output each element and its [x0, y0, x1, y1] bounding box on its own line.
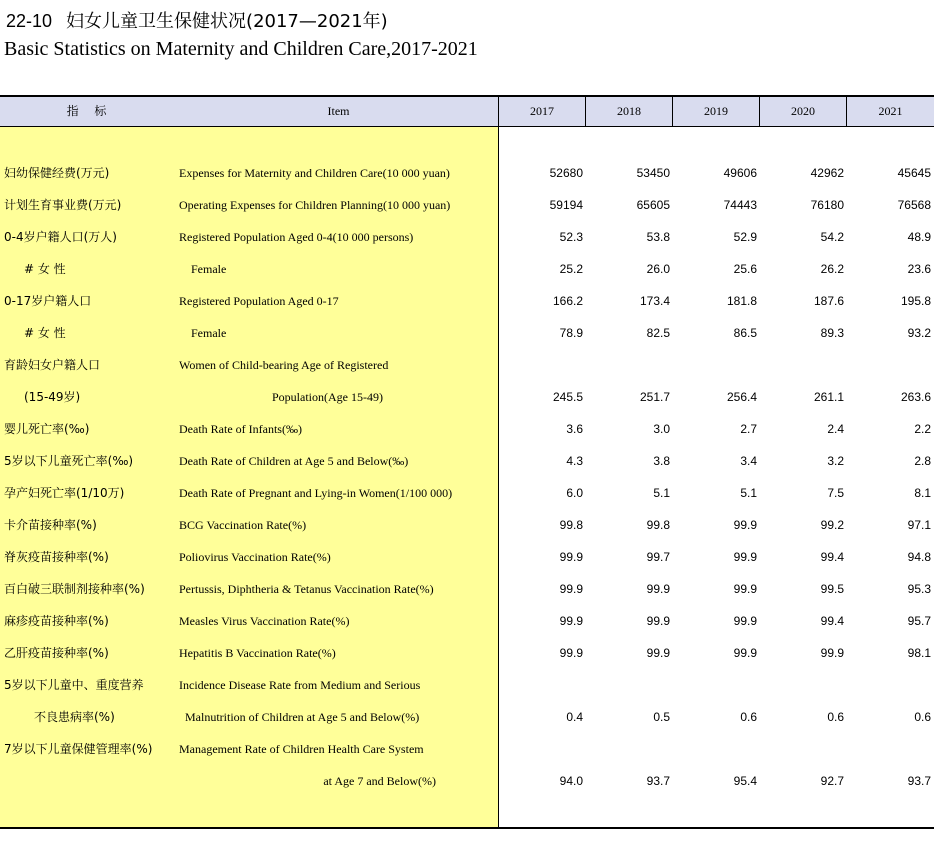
table-row	[0, 189, 934, 221]
value-cell-2021: 195.8	[900, 294, 931, 308]
value-cell-2021: 93.2	[907, 326, 931, 340]
value-cell-2021: 8.1	[914, 486, 931, 500]
row-label-en: Incidence Disease Rate from Medium and Serious	[179, 678, 421, 692]
value-cell-2020: 99.4	[820, 550, 844, 564]
table-number: 22-10	[6, 11, 53, 31]
header-indicator: 指 标	[66, 104, 113, 118]
row-label-cn: 0-17岁户籍人口	[4, 294, 92, 308]
row-label-en: BCG Vaccination Rate(%)	[179, 518, 307, 532]
value-cell-2018: 3.0	[653, 422, 670, 436]
value-cell-2019: 256.4	[726, 390, 757, 404]
row-label-cn: 脊灰疫苗接种率(%)	[4, 550, 109, 564]
value-cell-2018: 0.5	[653, 710, 670, 724]
row-label-en: Poliovirus Vaccination Rate(%)	[179, 550, 331, 564]
table-row	[0, 477, 934, 509]
value-cell-2017: 52680	[549, 166, 583, 180]
row-label-en: Death Rate of Infants(‰)	[179, 422, 302, 436]
value-cell-2017: 99.9	[559, 646, 583, 660]
header-year-2020: 2020	[759, 97, 846, 126]
value-cell-2020: 0.6	[827, 710, 844, 724]
value-cell-2021: 97.1	[907, 518, 931, 532]
value-cell-2019: 2.7	[740, 422, 757, 436]
value-cell-2020: 2.4	[827, 422, 844, 436]
value-cell-2020: 99.9	[820, 646, 844, 660]
value-cell-2018: 82.5	[646, 326, 670, 340]
header-item: Item	[327, 104, 350, 118]
table-row	[0, 157, 934, 189]
value-cell-2019: 25.6	[733, 262, 757, 276]
row-label-en: Death Rate of Pregnant and Lying-in Women(1/100 000)	[179, 486, 453, 500]
table-row	[0, 765, 934, 797]
value-cell-2020: 261.1	[813, 390, 844, 404]
row-label-cn: 0-4岁户籍人口(万人)	[4, 230, 117, 244]
value-cell-2019: 86.5	[733, 326, 757, 340]
value-cell-2018: 93.7	[646, 774, 670, 788]
row-label-cn: 育龄妇女户籍人口	[4, 358, 101, 372]
table-row	[0, 605, 934, 637]
row-label-en: Death Rate of Children at Age 5 and Below(‰)	[179, 454, 409, 468]
row-label-en: Management Rate of Children Health Care System	[179, 742, 424, 756]
value-cell-2019: 52.9	[733, 230, 757, 244]
value-cell-2021: 98.1	[907, 646, 931, 660]
value-cell-2020: 7.5	[827, 486, 844, 500]
row-label-en: Measles Virus Vaccination Rate(%)	[179, 614, 350, 628]
row-label-en: Hepatitis B Vaccination Rate(%)	[179, 646, 336, 660]
value-cell-2018: 99.8	[646, 518, 670, 532]
row-label-en: at Age 7 and Below(%)	[323, 774, 436, 788]
row-label-en: Expenses for Maternity and Children Care(10 000 yuan)	[179, 166, 450, 180]
table-row	[0, 701, 934, 733]
table-bottom-rule	[0, 827, 934, 829]
value-cell-2021: 95.3	[907, 582, 931, 596]
value-cell-2020: 99.5	[820, 582, 844, 596]
value-cell-2020: 26.2	[820, 262, 844, 276]
table-row	[0, 381, 934, 413]
value-cell-2018: 65605	[636, 198, 670, 212]
row-label-cn: 百白破三联制剂接种率(%)	[4, 582, 145, 596]
row-label-cn: 妇幼保健经费(万元)	[4, 166, 110, 180]
row-label-cn: 孕产妇死亡率(1/10万)	[4, 486, 125, 500]
row-label-en: Operating Expenses for Children Planning(10 000 yuan)	[179, 198, 451, 212]
value-cell-2019: 95.4	[733, 774, 757, 788]
table-row	[0, 317, 934, 349]
value-cell-2019: 181.8	[726, 294, 757, 308]
value-cell-2021: 95.7	[907, 614, 931, 628]
value-cell-2018: 53450	[636, 166, 670, 180]
value-cell-2018: 99.7	[646, 550, 670, 564]
value-cell-2020: 99.4	[820, 614, 844, 628]
row-label-cn: 5岁以下儿童死亡率(‰)	[4, 454, 134, 468]
value-cell-2020: 99.2	[820, 518, 844, 532]
row-label-cn: 乙肝疫苗接种率(%)	[4, 646, 109, 660]
table-row	[0, 413, 934, 445]
row-label-cn: 5岁以下儿童中、重度营养	[4, 678, 144, 692]
value-cell-2020: 54.2	[820, 230, 844, 244]
value-cell-2018: 99.9	[646, 614, 670, 628]
table-row	[0, 285, 934, 317]
table-row	[0, 541, 934, 573]
value-cell-2020: 187.6	[813, 294, 844, 308]
value-cell-2020: 89.3	[820, 326, 844, 340]
value-cell-2021: 263.6	[900, 390, 931, 404]
value-cell-2019: 99.9	[733, 518, 757, 532]
value-cell-2017: 99.9	[559, 550, 583, 564]
value-cell-2017: 166.2	[552, 294, 583, 308]
row-label-cn: (15-49岁)	[24, 390, 81, 404]
value-cell-2020: 92.7	[820, 774, 844, 788]
value-cell-2021: 2.2	[914, 422, 931, 436]
value-cell-2017: 94.0	[559, 774, 583, 788]
row-label-cn: 7岁以下儿童保健管理率(%)	[4, 742, 153, 756]
value-cell-2019: 99.9	[733, 614, 757, 628]
table-row	[0, 509, 934, 541]
value-cell-2019: 0.6	[740, 710, 757, 724]
row-label-cn: 计划生育事业费(万元)	[4, 198, 122, 212]
row-label-en: Pertussis, Diphtheria & Tetanus Vaccination Rate(%)	[179, 582, 434, 596]
value-cell-2019: 99.9	[733, 550, 757, 564]
table-row	[0, 573, 934, 605]
value-cell-2019: 99.9	[733, 582, 757, 596]
value-cell-2017: 4.3	[566, 454, 583, 468]
value-cell-2021: 76568	[897, 198, 931, 212]
statistics-table	[0, 95, 934, 829]
table-row	[0, 637, 934, 669]
table-row	[0, 669, 934, 701]
table-title-cn	[6, 7, 388, 33]
value-cell-2017: 99.8	[559, 518, 583, 532]
table-row	[0, 733, 934, 765]
row-label-en: Female	[191, 326, 227, 340]
header-year-2019: 2019	[672, 97, 759, 126]
value-cell-2017: 245.5	[552, 390, 583, 404]
value-cell-2021: 23.6	[907, 262, 931, 276]
row-label-en: Female	[191, 262, 227, 276]
value-cell-2017: 3.6	[566, 422, 583, 436]
row-label-cn: 不良患病率(%)	[34, 710, 115, 724]
value-cell-2017: 78.9	[559, 326, 583, 340]
value-cell-2018: 5.1	[653, 486, 670, 500]
table-row	[0, 445, 934, 477]
value-cell-2017: 0.4	[566, 710, 583, 724]
value-cell-2017: 6.0	[566, 486, 583, 500]
table-header	[0, 97, 934, 127]
row-label-en: Malnutrition of Children at Age 5 and Below(%)	[185, 710, 420, 724]
table-row	[0, 253, 934, 285]
value-cell-2021: 93.7	[907, 774, 931, 788]
value-cell-2019: 5.1	[740, 486, 757, 500]
value-cell-2020: 42962	[810, 166, 844, 180]
row-label-cn: # 女 性	[24, 262, 66, 276]
table-title-en: Basic Statistics on Maternity and Children Care,2017-2021	[4, 38, 478, 60]
value-cell-2019: 49606	[723, 166, 757, 180]
value-cell-2017: 25.2	[559, 262, 583, 276]
header-year-2021: 2021	[846, 97, 934, 126]
row-label-cn: 婴儿死亡率(‰)	[4, 422, 90, 436]
header-year-2018: 2018	[585, 97, 672, 126]
row-label-en: Population(Age 15-49)	[272, 390, 383, 404]
value-cell-2017: 59194	[549, 198, 583, 212]
row-label-cn: 卡介苗接种率(%)	[4, 518, 97, 532]
value-cell-2019: 3.4	[740, 454, 757, 468]
row-label-en: Registered Population Aged 0-4(10 000 persons)	[179, 230, 414, 244]
value-cell-2021: 2.8	[914, 454, 931, 468]
row-label-en: Women of Child-bearing Age of Registered	[179, 358, 389, 372]
value-cell-2017: 99.9	[559, 582, 583, 596]
header-year-2017: 2017	[498, 97, 585, 126]
value-cell-2017: 99.9	[559, 614, 583, 628]
value-cell-2018: 99.9	[646, 646, 670, 660]
row-label-cn: 麻疹疫苗接种率(%)	[4, 614, 109, 628]
value-cell-2018: 251.7	[639, 390, 670, 404]
value-cell-2020: 3.2	[827, 454, 844, 468]
value-cell-2021: 48.9	[907, 230, 931, 244]
value-cell-2018: 26.0	[646, 262, 670, 276]
value-cell-2020: 76180	[810, 198, 844, 212]
row-label-en: Registered Population Aged 0-17	[179, 294, 339, 308]
value-cell-2018: 3.8	[653, 454, 670, 468]
value-cell-2018: 99.9	[646, 582, 670, 596]
value-cell-2017: 52.3	[559, 230, 583, 244]
value-cell-2021: 45645	[897, 166, 931, 180]
value-cell-2019: 99.9	[733, 646, 757, 660]
title-cn-text: 妇女儿童卫生保健状况(2017—2021年)	[66, 11, 388, 32]
value-cell-2021: 0.6	[914, 710, 931, 724]
value-cell-2019: 74443	[723, 198, 757, 212]
row-label-cn: # 女 性	[24, 326, 66, 340]
table-row	[0, 349, 934, 381]
value-cell-2021: 94.8	[907, 550, 931, 564]
value-cell-2018: 53.8	[646, 230, 670, 244]
value-cell-2018: 173.4	[639, 294, 670, 308]
table-row	[0, 221, 934, 253]
